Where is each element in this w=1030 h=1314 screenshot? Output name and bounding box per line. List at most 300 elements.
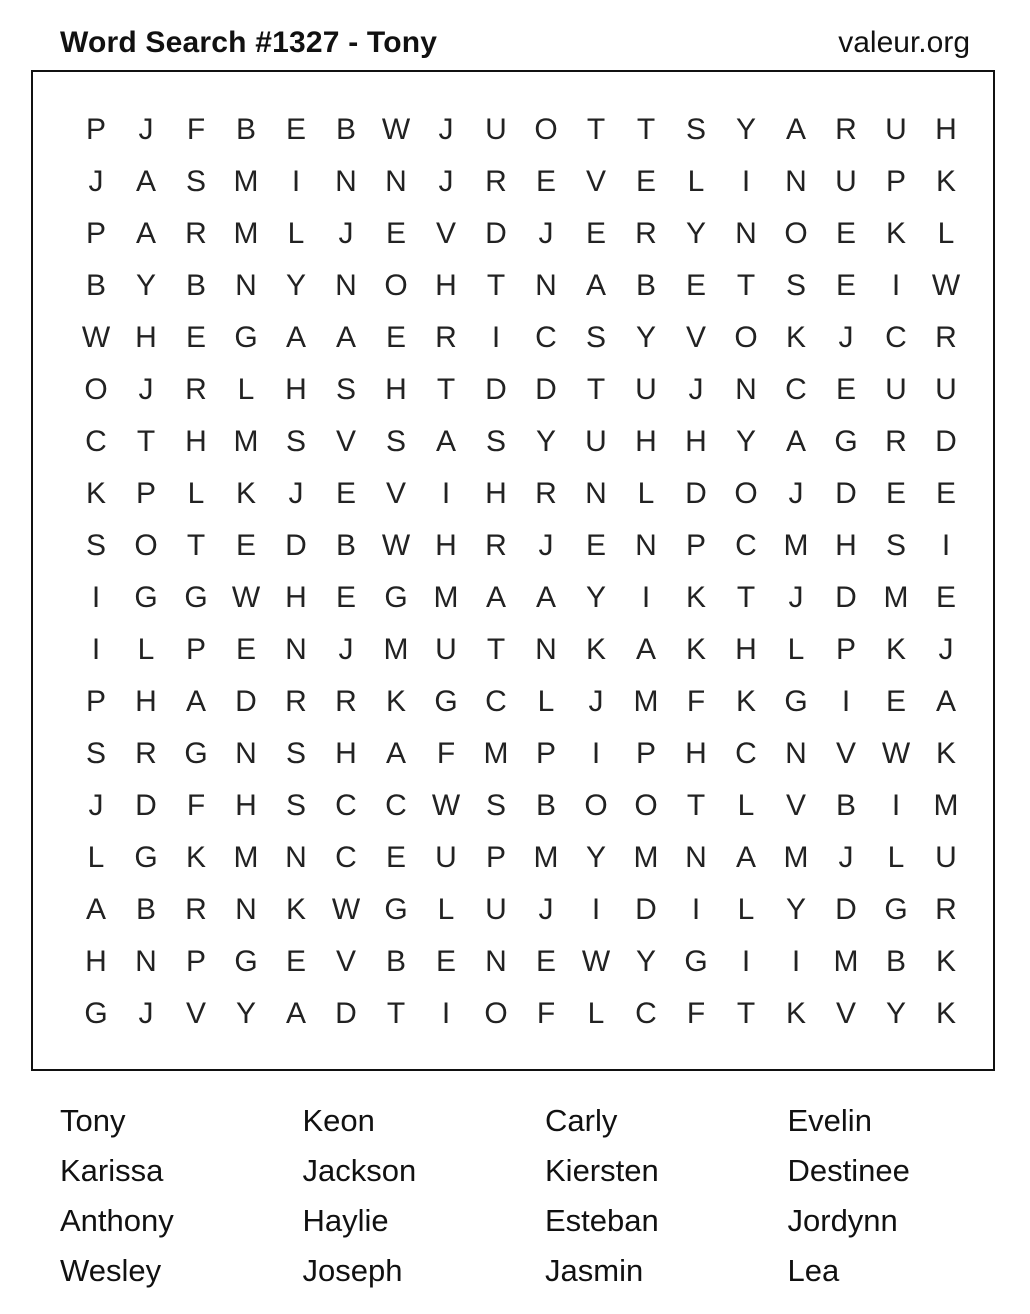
- grid-cell[interactable]: U: [485, 893, 507, 926]
- grid-cell[interactable]: L: [887, 841, 905, 874]
- grid-cell[interactable]: A: [935, 685, 956, 718]
- grid-cell[interactable]: C: [485, 685, 507, 718]
- grid-cell[interactable]: V: [435, 217, 456, 250]
- grid-cell[interactable]: Y: [585, 841, 606, 874]
- grid-cell[interactable]: D: [685, 477, 707, 510]
- grid-cell[interactable]: Y: [735, 113, 756, 146]
- grid-cell[interactable]: H: [85, 945, 107, 978]
- grid-cell[interactable]: J: [938, 633, 954, 666]
- grid-cell[interactable]: I: [691, 893, 701, 926]
- grid-cell[interactable]: E: [935, 477, 956, 510]
- grid-cell[interactable]: F: [186, 789, 206, 822]
- grid-cell[interactable]: V: [835, 737, 856, 770]
- grid-cell[interactable]: O: [734, 321, 758, 354]
- grid-cell[interactable]: A: [135, 165, 156, 198]
- grid-cell[interactable]: M: [233, 165, 259, 198]
- grid-cell[interactable]: R: [885, 425, 907, 458]
- grid-cell[interactable]: Y: [785, 893, 806, 926]
- grid-cell[interactable]: B: [335, 529, 356, 562]
- grid-cell[interactable]: G: [434, 685, 458, 718]
- grid-cell[interactable]: E: [835, 373, 856, 406]
- grid-cell[interactable]: D: [335, 997, 357, 1030]
- grid-cell[interactable]: K: [185, 841, 206, 874]
- grid-cell[interactable]: Y: [635, 321, 656, 354]
- grid-cell[interactable]: C: [335, 789, 357, 822]
- grid-cell[interactable]: R: [335, 685, 357, 718]
- grid-cell[interactable]: R: [185, 893, 207, 926]
- grid-cell[interactable]: C: [335, 841, 357, 874]
- grid-cell[interactable]: I: [891, 269, 901, 302]
- grid-cell[interactable]: F: [686, 997, 706, 1030]
- grid-cell[interactable]: D: [635, 893, 657, 926]
- grid-cell[interactable]: B: [185, 269, 206, 302]
- grid-cell[interactable]: M: [633, 841, 659, 874]
- grid-cell[interactable]: E: [885, 477, 906, 510]
- grid-cell[interactable]: L: [937, 217, 955, 250]
- grid-cell[interactable]: W: [381, 529, 411, 562]
- grid-cell[interactable]: O: [384, 269, 408, 302]
- grid-cell[interactable]: C: [785, 373, 807, 406]
- grid-cell[interactable]: J: [88, 789, 104, 822]
- grid-cell[interactable]: K: [685, 581, 706, 614]
- grid-cell[interactable]: R: [635, 217, 657, 250]
- grid-cell[interactable]: M: [933, 789, 959, 822]
- grid-cell[interactable]: P: [835, 633, 856, 666]
- grid-cell[interactable]: R: [485, 529, 507, 562]
- grid-cell[interactable]: H: [835, 529, 857, 562]
- grid-cell[interactable]: B: [835, 789, 856, 822]
- grid-cell[interactable]: R: [535, 477, 557, 510]
- grid-cell[interactable]: A: [535, 581, 556, 614]
- grid-cell[interactable]: H: [235, 789, 257, 822]
- grid-cell[interactable]: Y: [235, 997, 256, 1030]
- grid-cell[interactable]: T: [136, 425, 156, 458]
- grid-cell[interactable]: F: [536, 997, 556, 1030]
- grid-cell[interactable]: A: [185, 685, 206, 718]
- grid-cell[interactable]: O: [84, 373, 108, 406]
- grid-cell[interactable]: D: [835, 581, 857, 614]
- grid-cell[interactable]: M: [233, 217, 259, 250]
- grid-cell[interactable]: A: [785, 425, 806, 458]
- grid-cell[interactable]: R: [935, 893, 957, 926]
- grid-cell[interactable]: R: [185, 217, 207, 250]
- grid-cell[interactable]: B: [335, 113, 356, 146]
- grid-cell[interactable]: I: [741, 165, 751, 198]
- grid-cell[interactable]: J: [688, 373, 704, 406]
- grid-cell[interactable]: M: [483, 737, 509, 770]
- grid-cell[interactable]: A: [85, 893, 106, 926]
- grid-cell[interactable]: G: [234, 945, 258, 978]
- grid-cell[interactable]: J: [438, 113, 454, 146]
- grid-cell[interactable]: E: [335, 477, 356, 510]
- grid-cell[interactable]: V: [335, 945, 356, 978]
- grid-cell[interactable]: D: [135, 789, 157, 822]
- grid-cell[interactable]: E: [385, 321, 406, 354]
- grid-cell[interactable]: R: [185, 373, 207, 406]
- grid-cell[interactable]: D: [235, 685, 257, 718]
- grid-cell[interactable]: Y: [885, 997, 906, 1030]
- grid-cell[interactable]: L: [787, 633, 805, 666]
- grid-cell[interactable]: P: [635, 737, 656, 770]
- grid-cell[interactable]: W: [381, 113, 411, 146]
- grid-cell[interactable]: A: [385, 737, 406, 770]
- grid-cell[interactable]: M: [783, 529, 809, 562]
- grid-cell[interactable]: E: [285, 113, 306, 146]
- grid-cell[interactable]: N: [285, 633, 307, 666]
- grid-cell[interactable]: D: [485, 373, 507, 406]
- grid-cell[interactable]: K: [385, 685, 406, 718]
- grid-cell[interactable]: L: [187, 477, 205, 510]
- grid-cell[interactable]: L: [287, 217, 305, 250]
- grid-cell[interactable]: E: [585, 529, 606, 562]
- grid-cell[interactable]: R: [435, 321, 457, 354]
- grid-cell[interactable]: T: [486, 269, 506, 302]
- grid-cell[interactable]: A: [585, 269, 606, 302]
- grid-cell[interactable]: S: [335, 373, 356, 406]
- grid-cell[interactable]: F: [686, 685, 706, 718]
- grid-cell[interactable]: R: [935, 321, 957, 354]
- grid-cell[interactable]: N: [385, 165, 407, 198]
- grid-cell[interactable]: U: [485, 113, 507, 146]
- grid-cell[interactable]: T: [636, 113, 656, 146]
- grid-cell[interactable]: K: [785, 321, 806, 354]
- grid-cell[interactable]: K: [935, 737, 956, 770]
- grid-cell[interactable]: L: [737, 893, 755, 926]
- grid-cell[interactable]: S: [285, 425, 306, 458]
- grid-cell[interactable]: L: [437, 893, 455, 926]
- grid-cell[interactable]: J: [338, 217, 354, 250]
- grid-cell[interactable]: U: [585, 425, 607, 458]
- grid-cell[interactable]: P: [485, 841, 506, 874]
- grid-cell[interactable]: J: [588, 685, 604, 718]
- grid-cell[interactable]: V: [685, 321, 706, 354]
- grid-cell[interactable]: S: [585, 321, 606, 354]
- grid-cell[interactable]: U: [885, 373, 907, 406]
- grid-cell[interactable]: I: [941, 529, 951, 562]
- grid-cell[interactable]: H: [635, 425, 657, 458]
- grid-cell[interactable]: M: [533, 841, 559, 874]
- grid-cell[interactable]: K: [285, 893, 306, 926]
- grid-cell[interactable]: D: [285, 529, 307, 562]
- grid-cell[interactable]: J: [138, 113, 154, 146]
- grid-cell[interactable]: T: [586, 373, 606, 406]
- grid-cell[interactable]: S: [85, 529, 106, 562]
- grid-cell[interactable]: L: [87, 841, 105, 874]
- grid-cell[interactable]: V: [335, 425, 356, 458]
- grid-cell[interactable]: S: [485, 425, 506, 458]
- grid-cell[interactable]: A: [285, 321, 306, 354]
- grid-cell[interactable]: H: [285, 581, 307, 614]
- grid-cell[interactable]: I: [441, 477, 451, 510]
- grid-cell[interactable]: J: [538, 217, 554, 250]
- grid-cell[interactable]: S: [885, 529, 906, 562]
- grid-cell[interactable]: N: [535, 633, 557, 666]
- grid-cell[interactable]: S: [485, 789, 506, 822]
- grid-cell[interactable]: H: [485, 477, 507, 510]
- grid-cell[interactable]: H: [735, 633, 757, 666]
- grid-cell[interactable]: V: [385, 477, 406, 510]
- grid-cell[interactable]: E: [385, 217, 406, 250]
- grid-cell[interactable]: P: [135, 477, 156, 510]
- grid-cell[interactable]: C: [635, 997, 657, 1030]
- grid-cell[interactable]: W: [431, 789, 461, 822]
- grid-cell[interactable]: N: [335, 165, 357, 198]
- grid-cell[interactable]: H: [135, 685, 157, 718]
- grid-cell[interactable]: G: [184, 581, 208, 614]
- grid-cell[interactable]: H: [185, 425, 207, 458]
- grid-cell[interactable]: G: [784, 685, 808, 718]
- grid-cell[interactable]: G: [134, 841, 158, 874]
- grid-cell[interactable]: E: [385, 841, 406, 874]
- grid-cell[interactable]: M: [783, 841, 809, 874]
- grid-cell[interactable]: L: [537, 685, 555, 718]
- grid-cell[interactable]: O: [784, 217, 808, 250]
- grid-cell[interactable]: E: [885, 685, 906, 718]
- grid-cell[interactable]: T: [736, 269, 756, 302]
- grid-cell[interactable]: U: [935, 373, 957, 406]
- grid-cell[interactable]: K: [235, 477, 256, 510]
- grid-cell[interactable]: C: [385, 789, 407, 822]
- grid-cell[interactable]: T: [436, 373, 456, 406]
- grid-cell[interactable]: E: [285, 945, 306, 978]
- grid-cell[interactable]: L: [587, 997, 605, 1030]
- grid-cell[interactable]: U: [435, 841, 457, 874]
- grid-cell[interactable]: L: [237, 373, 255, 406]
- grid-cell[interactable]: N: [335, 269, 357, 302]
- grid-cell[interactable]: I: [591, 893, 601, 926]
- grid-cell[interactable]: I: [441, 997, 451, 1030]
- grid-cell[interactable]: I: [591, 737, 601, 770]
- grid-cell[interactable]: J: [538, 893, 554, 926]
- grid-cell[interactable]: G: [384, 893, 408, 926]
- grid-cell[interactable]: E: [835, 269, 856, 302]
- grid-cell[interactable]: E: [685, 269, 706, 302]
- grid-cell[interactable]: P: [185, 945, 206, 978]
- grid-cell[interactable]: T: [736, 997, 756, 1030]
- grid-cell[interactable]: K: [785, 997, 806, 1030]
- grid-cell[interactable]: E: [235, 529, 256, 562]
- grid-cell[interactable]: I: [641, 581, 651, 614]
- grid-cell[interactable]: S: [785, 269, 806, 302]
- grid-cell[interactable]: O: [134, 529, 158, 562]
- grid-cell[interactable]: H: [135, 321, 157, 354]
- grid-cell[interactable]: H: [435, 529, 457, 562]
- grid-cell[interactable]: P: [535, 737, 556, 770]
- grid-cell[interactable]: T: [386, 997, 406, 1030]
- grid-cell[interactable]: B: [135, 893, 156, 926]
- grid-cell[interactable]: M: [233, 841, 259, 874]
- grid-cell[interactable]: T: [186, 529, 206, 562]
- grid-cell[interactable]: K: [585, 633, 606, 666]
- grid-cell[interactable]: I: [291, 165, 301, 198]
- grid-cell[interactable]: N: [535, 269, 557, 302]
- grid-cell[interactable]: N: [735, 373, 757, 406]
- grid-cell[interactable]: K: [685, 633, 706, 666]
- grid-cell[interactable]: P: [885, 165, 906, 198]
- grid-cell[interactable]: O: [734, 477, 758, 510]
- grid-cell[interactable]: P: [85, 217, 106, 250]
- grid-cell[interactable]: Y: [735, 425, 756, 458]
- grid-cell[interactable]: N: [135, 945, 157, 978]
- grid-cell[interactable]: M: [233, 425, 259, 458]
- grid-cell[interactable]: O: [534, 113, 558, 146]
- grid-cell[interactable]: H: [435, 269, 457, 302]
- grid-cell[interactable]: S: [685, 113, 706, 146]
- grid-cell[interactable]: J: [138, 373, 154, 406]
- grid-cell[interactable]: M: [383, 633, 409, 666]
- grid-cell[interactable]: H: [935, 113, 957, 146]
- grid-cell[interactable]: U: [435, 633, 457, 666]
- grid-cell[interactable]: P: [685, 529, 706, 562]
- grid-cell[interactable]: E: [585, 217, 606, 250]
- grid-cell[interactable]: E: [435, 945, 456, 978]
- grid-cell[interactable]: C: [85, 425, 107, 458]
- grid-cell[interactable]: N: [235, 737, 257, 770]
- grid-cell[interactable]: J: [788, 581, 804, 614]
- grid-cell[interactable]: K: [935, 945, 956, 978]
- grid-cell[interactable]: E: [935, 581, 956, 614]
- grid-cell[interactable]: A: [635, 633, 656, 666]
- grid-cell[interactable]: U: [635, 373, 657, 406]
- grid-cell[interactable]: N: [585, 477, 607, 510]
- grid-cell[interactable]: B: [85, 269, 106, 302]
- grid-cell[interactable]: W: [581, 945, 611, 978]
- grid-cell[interactable]: U: [885, 113, 907, 146]
- grid-cell[interactable]: S: [185, 165, 206, 198]
- grid-cell[interactable]: R: [285, 685, 307, 718]
- grid-cell[interactable]: H: [685, 425, 707, 458]
- grid-cell[interactable]: O: [584, 789, 608, 822]
- grid-cell[interactable]: B: [635, 269, 656, 302]
- grid-cell[interactable]: T: [486, 633, 506, 666]
- grid-cell[interactable]: I: [91, 633, 101, 666]
- grid-cell[interactable]: Y: [285, 269, 306, 302]
- grid-cell[interactable]: Y: [535, 425, 556, 458]
- grid-cell[interactable]: B: [885, 945, 906, 978]
- grid-cell[interactable]: H: [685, 737, 707, 770]
- grid-cell[interactable]: J: [288, 477, 304, 510]
- grid-cell[interactable]: T: [586, 113, 606, 146]
- grid-cell[interactable]: P: [185, 633, 206, 666]
- grid-cell[interactable]: O: [484, 997, 508, 1030]
- grid-cell[interactable]: L: [137, 633, 155, 666]
- grid-cell[interactable]: P: [85, 685, 106, 718]
- grid-cell[interactable]: N: [785, 165, 807, 198]
- grid-cell[interactable]: G: [234, 321, 258, 354]
- grid-cell[interactable]: A: [735, 841, 756, 874]
- grid-cell[interactable]: A: [485, 581, 506, 614]
- grid-cell[interactable]: E: [635, 165, 656, 198]
- grid-cell[interactable]: L: [737, 789, 755, 822]
- grid-cell[interactable]: V: [185, 997, 206, 1030]
- grid-cell[interactable]: M: [883, 581, 909, 614]
- grid-cell[interactable]: W: [331, 893, 361, 926]
- grid-cell[interactable]: J: [838, 321, 854, 354]
- grid-cell[interactable]: N: [635, 529, 657, 562]
- grid-cell[interactable]: I: [741, 945, 751, 978]
- grid-cell[interactable]: H: [285, 373, 307, 406]
- grid-cell[interactable]: R: [485, 165, 507, 198]
- grid-cell[interactable]: K: [885, 217, 906, 250]
- grid-cell[interactable]: E: [335, 581, 356, 614]
- grid-cell[interactable]: N: [235, 893, 257, 926]
- grid-cell[interactable]: T: [736, 581, 756, 614]
- grid-cell[interactable]: G: [884, 893, 908, 926]
- grid-cell[interactable]: N: [735, 217, 757, 250]
- grid-cell[interactable]: S: [385, 425, 406, 458]
- grid-cell[interactable]: L: [637, 477, 655, 510]
- grid-cell[interactable]: I: [791, 945, 801, 978]
- grid-cell[interactable]: J: [538, 529, 554, 562]
- grid-cell[interactable]: D: [485, 217, 507, 250]
- grid-cell[interactable]: C: [735, 737, 757, 770]
- grid-cell[interactable]: U: [835, 165, 857, 198]
- grid-cell[interactable]: Y: [135, 269, 156, 302]
- grid-cell[interactable]: F: [436, 737, 456, 770]
- grid-cell[interactable]: D: [835, 893, 857, 926]
- grid-cell[interactable]: J: [138, 997, 154, 1030]
- grid-cell[interactable]: N: [235, 269, 257, 302]
- grid-cell[interactable]: E: [835, 217, 856, 250]
- grid-cell[interactable]: B: [535, 789, 556, 822]
- grid-cell[interactable]: T: [686, 789, 706, 822]
- grid-cell[interactable]: D: [935, 425, 957, 458]
- grid-cell[interactable]: C: [735, 529, 757, 562]
- grid-cell[interactable]: Y: [585, 581, 606, 614]
- grid-cell[interactable]: N: [285, 841, 307, 874]
- grid-cell[interactable]: K: [935, 165, 956, 198]
- grid-cell[interactable]: G: [134, 581, 158, 614]
- grid-cell[interactable]: C: [885, 321, 907, 354]
- grid-cell[interactable]: G: [84, 997, 108, 1030]
- grid-cell[interactable]: O: [634, 789, 658, 822]
- grid-cell[interactable]: V: [585, 165, 606, 198]
- grid-cell[interactable]: R: [835, 113, 857, 146]
- grid-cell[interactable]: I: [891, 789, 901, 822]
- grid-cell[interactable]: H: [335, 737, 357, 770]
- grid-cell[interactable]: J: [838, 841, 854, 874]
- grid-cell[interactable]: W: [231, 581, 261, 614]
- grid-cell[interactable]: A: [435, 425, 456, 458]
- grid-cell[interactable]: U: [935, 841, 957, 874]
- grid-cell[interactable]: K: [935, 997, 956, 1030]
- grid-cell[interactable]: D: [835, 477, 857, 510]
- grid-cell[interactable]: L: [687, 165, 705, 198]
- grid-cell[interactable]: Y: [635, 945, 656, 978]
- grid-cell[interactable]: K: [85, 477, 106, 510]
- grid-cell[interactable]: E: [235, 633, 256, 666]
- grid-cell[interactable]: J: [88, 165, 104, 198]
- grid-cell[interactable]: W: [931, 269, 961, 302]
- grid-cell[interactable]: E: [535, 165, 556, 198]
- grid-cell[interactable]: J: [788, 477, 804, 510]
- grid-cell[interactable]: G: [384, 581, 408, 614]
- grid-cell[interactable]: M: [633, 685, 659, 718]
- grid-cell[interactable]: H: [385, 373, 407, 406]
- grid-cell[interactable]: I: [491, 321, 501, 354]
- grid-cell[interactable]: E: [535, 945, 556, 978]
- grid-cell[interactable]: A: [785, 113, 806, 146]
- grid-cell[interactable]: G: [684, 945, 708, 978]
- grid-cell[interactable]: V: [785, 789, 806, 822]
- grid-cell[interactable]: F: [186, 113, 206, 146]
- grid-cell[interactable]: E: [185, 321, 206, 354]
- grid-cell[interactable]: M: [833, 945, 859, 978]
- grid-cell[interactable]: P: [85, 113, 106, 146]
- grid-cell[interactable]: J: [438, 165, 454, 198]
- grid-cell[interactable]: S: [85, 737, 106, 770]
- grid-cell[interactable]: V: [835, 997, 856, 1030]
